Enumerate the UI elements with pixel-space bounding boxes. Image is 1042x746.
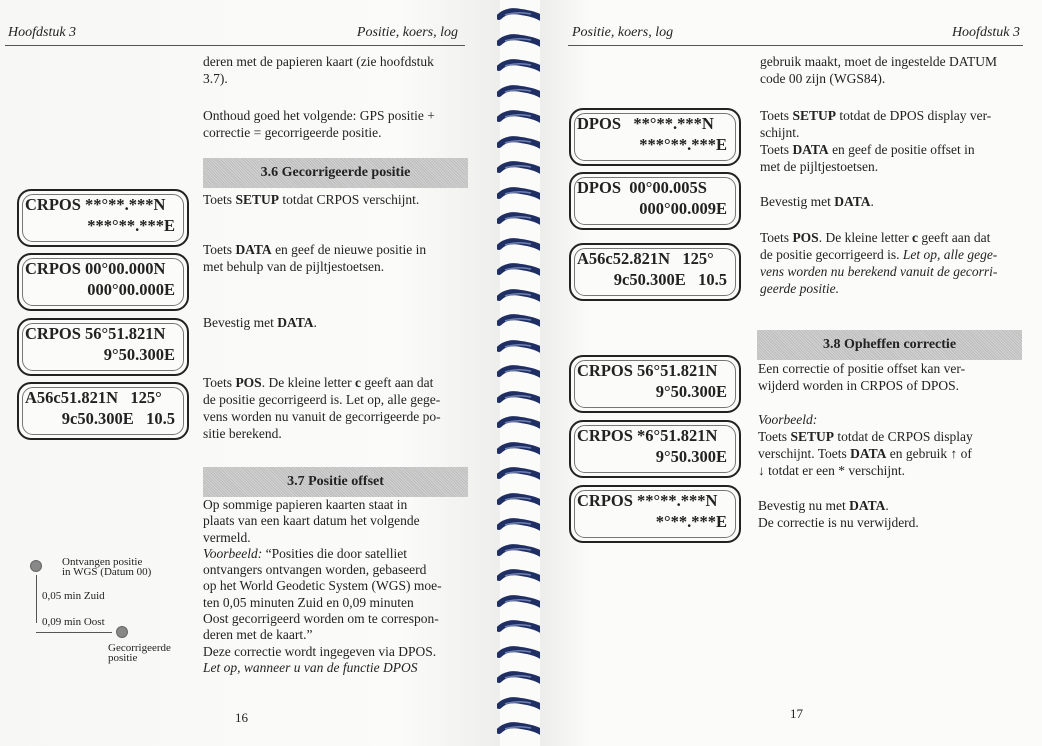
diagram-label: in WGS (Datum 00) bbox=[62, 566, 152, 578]
display-line-2: 9°50.300E bbox=[103, 345, 175, 364]
text-segment: ontvangers ontvangen worden, gebaseerd bbox=[203, 562, 427, 578]
display-line-1: DPOS 00°00.005S bbox=[577, 178, 707, 197]
key-name: c bbox=[355, 375, 362, 390]
corrected-position-dot bbox=[116, 626, 128, 638]
display-line-1: CRPOS **°**.***N bbox=[577, 491, 718, 510]
text-block bbox=[203, 107, 435, 141]
text-line bbox=[760, 193, 874, 210]
text-line bbox=[758, 428, 973, 445]
binding-coil-icon bbox=[497, 85, 543, 99]
display-line-1: DPOS **°**.***N bbox=[577, 114, 714, 133]
key-name: SETUP bbox=[235, 192, 279, 207]
text-segment: Toets bbox=[203, 242, 236, 257]
text-segment: Toets bbox=[758, 429, 791, 444]
display-line-2: 9°50.300E bbox=[655, 382, 727, 401]
lcd-display bbox=[569, 355, 741, 413]
text-segment: totdat de CRPOS display bbox=[833, 429, 973, 444]
text-block bbox=[760, 193, 874, 210]
diagram-label: Gecorrigeerde bbox=[108, 642, 171, 654]
display-line-2: 9c50.300E 10.5 bbox=[613, 270, 727, 289]
binding-coil-icon bbox=[497, 620, 543, 634]
text-segment: en geef de nieuwe positie in bbox=[271, 242, 427, 257]
page-16 bbox=[0, 0, 500, 746]
text-segment: Voorbeeld: bbox=[203, 545, 263, 561]
text-segment: Oost gecorrigeerd worden om te correspon- bbox=[203, 611, 439, 627]
text-block bbox=[203, 314, 317, 331]
text-segment: “Posities die door satelliet bbox=[262, 545, 407, 561]
text-segment: Een correctie of positie offset kan ver- bbox=[758, 361, 966, 376]
lcd-display bbox=[17, 382, 189, 440]
page-number: 17 bbox=[790, 706, 803, 721]
text-line bbox=[203, 611, 442, 627]
text-segment: en geef de positie offset in bbox=[828, 142, 975, 157]
section-heading-3-8: 3.8 Opheffen correctie bbox=[757, 330, 1022, 360]
text-segment: Voorbeeld: bbox=[758, 412, 818, 427]
text-segment: De correctie is nu verwijderd. bbox=[758, 515, 919, 530]
display-line-2: ***°**.***E bbox=[639, 135, 727, 154]
text-segment: Bevestig met bbox=[203, 315, 278, 330]
text-segment: verschijnt. Toets bbox=[758, 446, 851, 461]
south-line bbox=[36, 575, 37, 623]
binding-coil-icon bbox=[497, 212, 543, 226]
text-line bbox=[203, 530, 442, 546]
text-segment: Toets bbox=[203, 375, 236, 390]
display-line-2: 000°00.000E bbox=[87, 280, 175, 299]
text-segment: Toets bbox=[203, 192, 236, 207]
text-segment: correctie = gecorrigeerde positie. bbox=[203, 125, 382, 140]
text-line bbox=[760, 124, 991, 141]
text-line bbox=[203, 408, 441, 425]
text-segment: geerde positie. bbox=[760, 281, 839, 296]
binding-coil-icon bbox=[497, 365, 543, 379]
binding-coil-icon bbox=[497, 569, 543, 583]
binding-coil-icon bbox=[497, 722, 543, 736]
text-segment: totdat de DPOS display ver- bbox=[835, 108, 992, 123]
text-line bbox=[760, 263, 997, 280]
page-number: 16 bbox=[235, 710, 248, 725]
text-segment: geeft aan dat bbox=[361, 375, 434, 390]
key-name: DATA bbox=[277, 315, 314, 330]
text-line bbox=[758, 462, 973, 479]
binding-coil-icon bbox=[497, 518, 543, 532]
chapter-header: Hoofdstuk 3 bbox=[951, 25, 1020, 40]
text-line bbox=[203, 425, 441, 442]
binding-coil-icon bbox=[497, 671, 543, 685]
text-block bbox=[203, 191, 419, 208]
key-name: SETUP bbox=[792, 108, 836, 123]
text-segment: Onthoud goed het volgende: GPS positie + bbox=[203, 108, 435, 123]
diagram-label: 0,09 min Oost bbox=[42, 616, 105, 628]
text-line bbox=[203, 374, 441, 391]
display-line-2: ***°**.***E bbox=[87, 216, 175, 235]
text-segment: Let op, wanneer u van de functie DPOS bbox=[203, 659, 418, 675]
text-segment: Bevestig nu met bbox=[758, 498, 850, 513]
text-block bbox=[760, 53, 997, 87]
text-segment: Deze correctie wordt ingegeven via DPOS. bbox=[203, 643, 437, 659]
text-segment: sitie berekend. bbox=[203, 426, 282, 441]
text-line bbox=[203, 660, 442, 676]
text-segment: Toets bbox=[760, 142, 793, 157]
text-line bbox=[203, 562, 442, 578]
east-line bbox=[36, 632, 112, 633]
binding-coil-icon bbox=[497, 595, 543, 609]
text-line bbox=[203, 241, 426, 258]
text-segment: . bbox=[870, 194, 874, 209]
text-segment: ten 0,05 minuten Zuid en 0,09 minuten bbox=[203, 594, 414, 610]
key-name: DATA bbox=[792, 142, 829, 157]
lcd-display bbox=[569, 243, 741, 301]
chapter-header: Hoofdstuk 3 bbox=[8, 25, 77, 40]
binding-coil-icon bbox=[497, 187, 543, 201]
display-line-1: A56c51.821N 125° bbox=[25, 388, 162, 407]
text-line bbox=[758, 377, 965, 394]
text-block bbox=[203, 374, 441, 442]
lcd-display bbox=[569, 420, 741, 478]
binding-coil-icon bbox=[497, 161, 543, 175]
text-line bbox=[758, 497, 919, 514]
binding-coil-icon bbox=[497, 59, 543, 73]
text-segment: Toets bbox=[760, 108, 793, 123]
text-line bbox=[758, 360, 965, 377]
binding-coil-icon bbox=[497, 263, 543, 277]
display-line-2: 9°50.300E bbox=[655, 447, 727, 466]
text-line bbox=[760, 141, 991, 158]
display-line-2: *°**.***E bbox=[655, 512, 727, 531]
lcd-display bbox=[17, 318, 189, 376]
text-segment: ↓ totdat er een * verschijnt. bbox=[758, 463, 905, 478]
binding-coil-icon bbox=[497, 416, 543, 430]
lcd-display bbox=[17, 189, 189, 247]
diagram-label: 0,05 min Zuid bbox=[42, 590, 105, 602]
text-block bbox=[758, 497, 919, 531]
binding-coil-icon bbox=[497, 493, 543, 507]
binding-coil-icon bbox=[497, 314, 543, 328]
key-name: DATA bbox=[849, 498, 886, 513]
binding-coil-icon bbox=[497, 442, 543, 456]
key-name: SETUP bbox=[790, 429, 834, 444]
text-segment: vermeld. bbox=[203, 529, 251, 545]
text-segment: op het World Geodetic System (WGS) moe- bbox=[203, 578, 442, 594]
lcd-display bbox=[17, 253, 189, 311]
text-line bbox=[760, 107, 991, 124]
text-segment: Bevestig met bbox=[760, 194, 835, 209]
text-line bbox=[203, 644, 442, 660]
text-line bbox=[203, 513, 442, 529]
section-header: Positie, koers, log bbox=[356, 25, 458, 40]
text-segment: geeft aan dat bbox=[918, 230, 991, 245]
binding-coil-icon bbox=[497, 8, 543, 22]
text-line bbox=[203, 627, 442, 643]
text-line bbox=[203, 124, 435, 141]
text-line bbox=[203, 314, 317, 331]
text-line bbox=[203, 497, 442, 513]
header-rule bbox=[5, 45, 465, 46]
lcd-display bbox=[569, 172, 741, 230]
binding-coil-icon bbox=[497, 34, 543, 48]
text-segment: Op sommige papieren kaarten staat in bbox=[203, 497, 408, 512]
binding-coil-icon bbox=[497, 697, 543, 711]
received-position-dot bbox=[30, 560, 42, 572]
text-line bbox=[203, 191, 419, 208]
text-line bbox=[760, 53, 997, 70]
text-segment: de positie gecorrigeerd is. Let op, alle gege- bbox=[203, 392, 441, 407]
text-block bbox=[203, 53, 434, 87]
key-name: POS bbox=[792, 230, 819, 245]
text-line bbox=[760, 158, 991, 175]
key-name: POS bbox=[235, 375, 262, 390]
key-name: DATA bbox=[850, 446, 887, 461]
text-segment: deren met de kaart.” bbox=[203, 627, 313, 643]
text-segment: deren met de papieren kaart (zie hoofdstuk bbox=[203, 54, 434, 69]
text-segment: . bbox=[885, 498, 889, 513]
text-line bbox=[203, 70, 434, 87]
display-line-1: CRPOS 56°51.821N bbox=[577, 361, 718, 380]
text-line bbox=[760, 280, 997, 297]
text-segment: totdat CRPOS verschijnt. bbox=[278, 192, 420, 207]
text-line bbox=[203, 53, 434, 70]
text-line bbox=[758, 514, 919, 531]
text-segment: 3.7). bbox=[203, 71, 228, 86]
text-segment: schijnt. bbox=[760, 125, 800, 140]
section-header: Positie, koers, log bbox=[572, 25, 674, 40]
text-segment: en gebruik ↑ of bbox=[886, 446, 972, 461]
text-block bbox=[758, 411, 973, 479]
section-heading-3-6: 3.6 Gecorrigeerde positie bbox=[203, 158, 468, 188]
display-line-1: CRPOS 56°51.821N bbox=[25, 324, 166, 343]
text-segment: code 00 zijn (WGS84). bbox=[760, 71, 886, 86]
text-segment: de positie gecorrigeerd is. bbox=[760, 247, 903, 262]
diagram-label: Ontvangen positie bbox=[62, 556, 143, 568]
text-segment: . bbox=[313, 315, 317, 330]
text-segment: met behulp van de pijltjestoetsen. bbox=[203, 259, 385, 274]
text-line bbox=[203, 391, 441, 408]
binding-coil-icon bbox=[497, 340, 543, 354]
text-segment: met de pijltjestoetsen. bbox=[760, 159, 879, 174]
text-line bbox=[760, 246, 997, 263]
binding-coil-icon bbox=[497, 467, 543, 481]
display-line-2: 9c50.300E 10.5 bbox=[61, 409, 175, 428]
text-line bbox=[203, 595, 442, 611]
header-rule bbox=[568, 45, 1023, 46]
text-segment: vens worden nu vanuit de gecorrigeerde po- bbox=[203, 409, 441, 424]
text-line bbox=[203, 578, 442, 594]
text-segment: . De kleine letter bbox=[818, 230, 913, 245]
text-block bbox=[203, 241, 426, 275]
binding-coil-icon bbox=[497, 646, 543, 660]
text-segment: vens worden nu berekend vanuit de gecorri- bbox=[760, 264, 998, 279]
text-line bbox=[203, 107, 435, 124]
binding-coil-icon bbox=[497, 544, 543, 558]
section-heading-3-7: 3.7 Positie offset bbox=[203, 467, 468, 497]
display-line-1: A56c52.821N 125° bbox=[577, 249, 714, 268]
text-line bbox=[758, 411, 973, 428]
text-line bbox=[760, 229, 997, 246]
key-name: DATA bbox=[834, 194, 871, 209]
text-segment: Let op, alle gege- bbox=[902, 247, 998, 262]
binding-coil-icon bbox=[497, 289, 543, 303]
text-segment: gebruik maakt, moet de ingestelde DATUM bbox=[760, 54, 997, 69]
display-line-1: CRPOS **°**.***N bbox=[25, 195, 166, 214]
binding-coil-icon bbox=[497, 136, 543, 150]
text-segment: . De kleine letter bbox=[261, 375, 356, 390]
text-segment: wijderd worden in CRPOS of DPOS. bbox=[758, 378, 960, 393]
text-segment: plaats van een kaart datum het volgende bbox=[203, 513, 420, 529]
key-name: c bbox=[912, 230, 919, 245]
lcd-display bbox=[569, 108, 741, 166]
binding-coil-icon bbox=[497, 110, 543, 124]
text-line bbox=[758, 445, 973, 462]
diagram-label: positie bbox=[108, 652, 138, 664]
lcd-display bbox=[569, 485, 741, 543]
binding-coil-icon bbox=[497, 391, 543, 405]
text-block bbox=[203, 497, 442, 676]
display-line-2: 000°00.009E bbox=[639, 199, 727, 218]
text-block bbox=[758, 360, 965, 394]
text-block bbox=[760, 229, 997, 297]
text-segment: Toets bbox=[760, 230, 793, 245]
display-line-1: CRPOS *6°51.821N bbox=[577, 426, 718, 445]
page-17 bbox=[540, 0, 1042, 746]
text-line bbox=[760, 70, 997, 87]
text-line bbox=[203, 258, 426, 275]
key-name: DATA bbox=[235, 242, 272, 257]
text-block bbox=[760, 107, 991, 175]
display-line-1: CRPOS 00°00.000N bbox=[25, 259, 166, 278]
text-line bbox=[203, 546, 442, 562]
binding-coil-icon bbox=[497, 238, 543, 252]
